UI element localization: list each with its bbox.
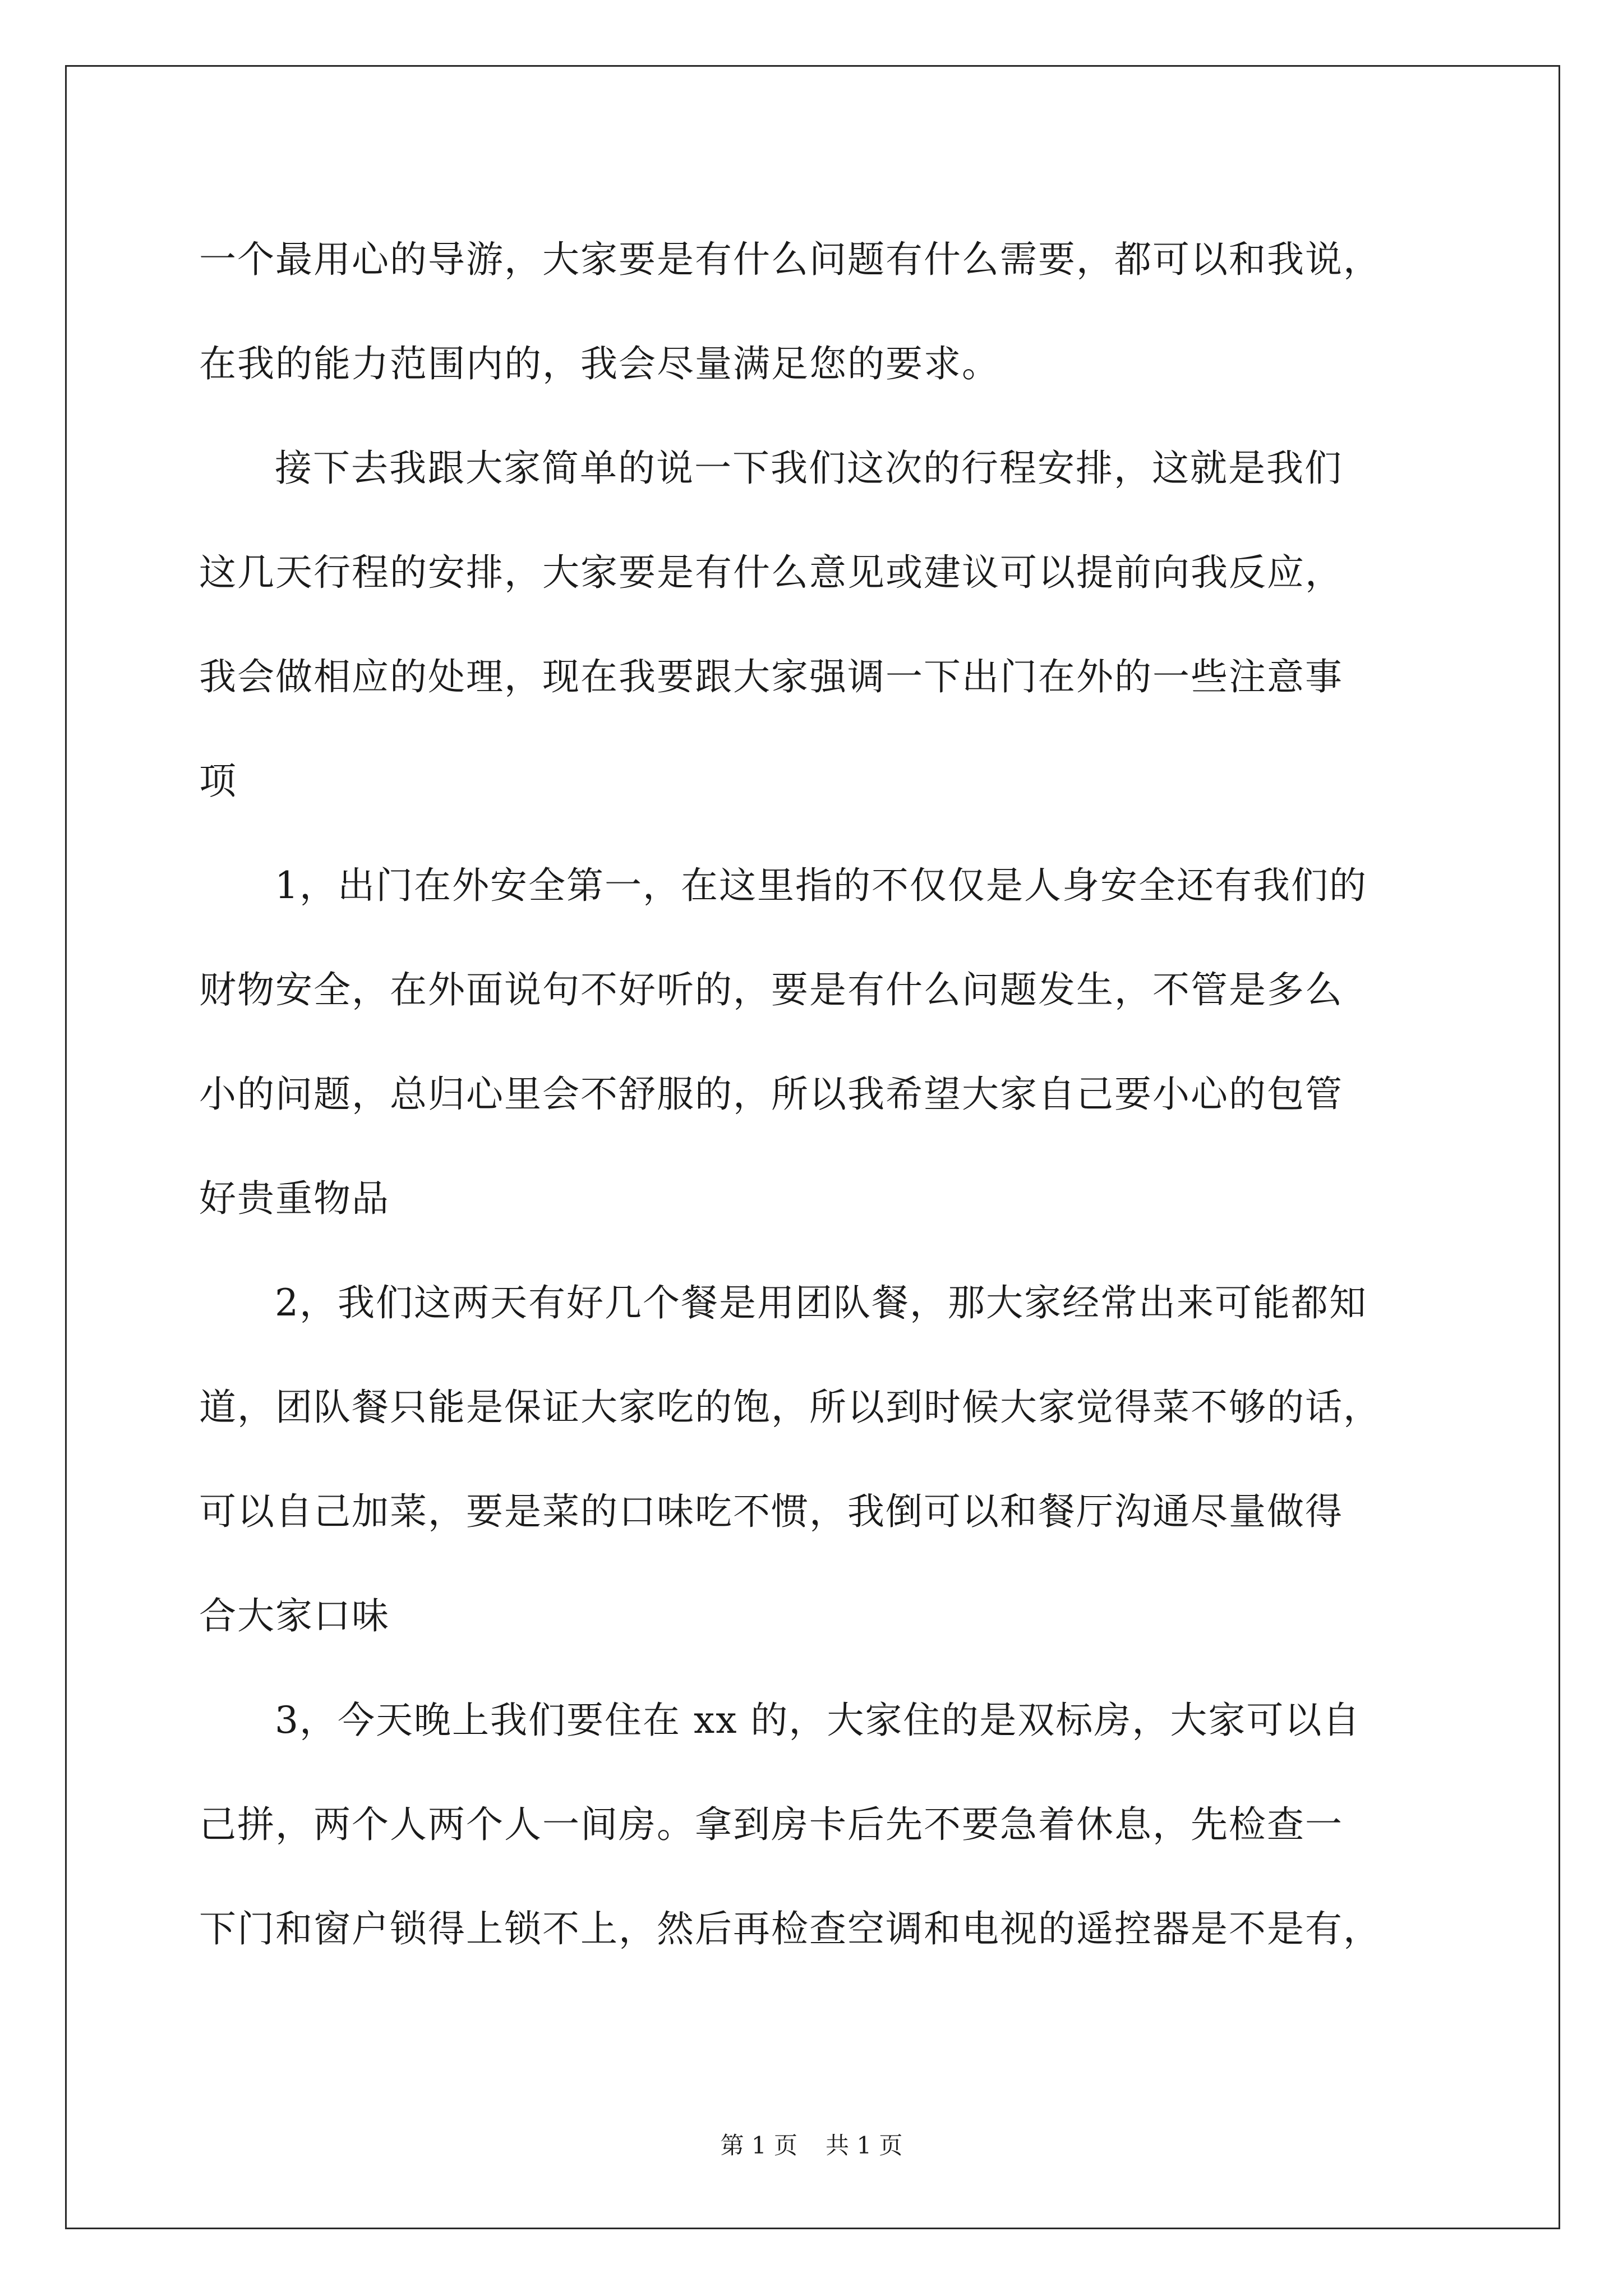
text-line-4: 这几天行程的安排，大家要是有什么意见或建议可以提前向我反应，: [199, 551, 1343, 594]
document-body: [199, 208, 1433, 1981]
text-line-16: 己拼，两个人两个人一间房。拿到房卡后先不要急着休息，先检查一: [199, 1803, 1343, 1846]
text-line-15: 3，今天晚上我们要住在 xx 的，大家住的是双标房，大家可以自: [275, 1699, 1361, 1742]
page-footer: [0, 2129, 1623, 2162]
text-line-9: 小的问题，总归心里会不舒服的，所以我希望大家自己要小心的包管: [199, 1073, 1343, 1116]
text-line-7: 1，出门在外安全第一，在这里指的不仅仅是人身安全还有我们的: [275, 864, 1367, 907]
page-number: 第 1 页: [720, 2132, 797, 2159]
text-line-12: 道，团队餐只能是保证大家吃的饱，所以到时候大家觉得菜不够的话，: [199, 1386, 1381, 1429]
text-line-1: 一个最用心的导游，大家要是有什么问题有什么需要，都可以和我说，: [199, 238, 1381, 281]
text-line-14: 合大家口味: [199, 1594, 390, 1637]
text-line-13: 可以自己加菜，要是菜的口味吃不惯，我倒可以和餐厅沟通尽量做得: [199, 1490, 1343, 1533]
text-line-10: 好贵重物品: [199, 1177, 390, 1220]
text-line-2: 在我的能力范围内的，我会尽量满足您的要求。: [199, 342, 1000, 385]
text-line-11: 2，我们这两天有好几个餐是用团队餐，那大家经常出来可能都知: [275, 1281, 1367, 1324]
text-line-6: 项: [199, 760, 237, 803]
text-line-3: 接下去我跟大家简单的说一下我们这次的行程安排，这就是我们: [275, 447, 1343, 490]
text-line-17: 下门和窗户锁得上锁不上，然后再检查空调和电视的遥控器是不是有，: [199, 1907, 1381, 1950]
page-total: 共 1 页: [826, 2132, 903, 2159]
text-line-8: 财物安全，在外面说句不好听的，要是有什么问题发生，不管是多么: [199, 968, 1343, 1011]
text-line-5: 我会做相应的处理，现在我要跟大家强调一下出门在外的一些注意事: [199, 655, 1343, 698]
